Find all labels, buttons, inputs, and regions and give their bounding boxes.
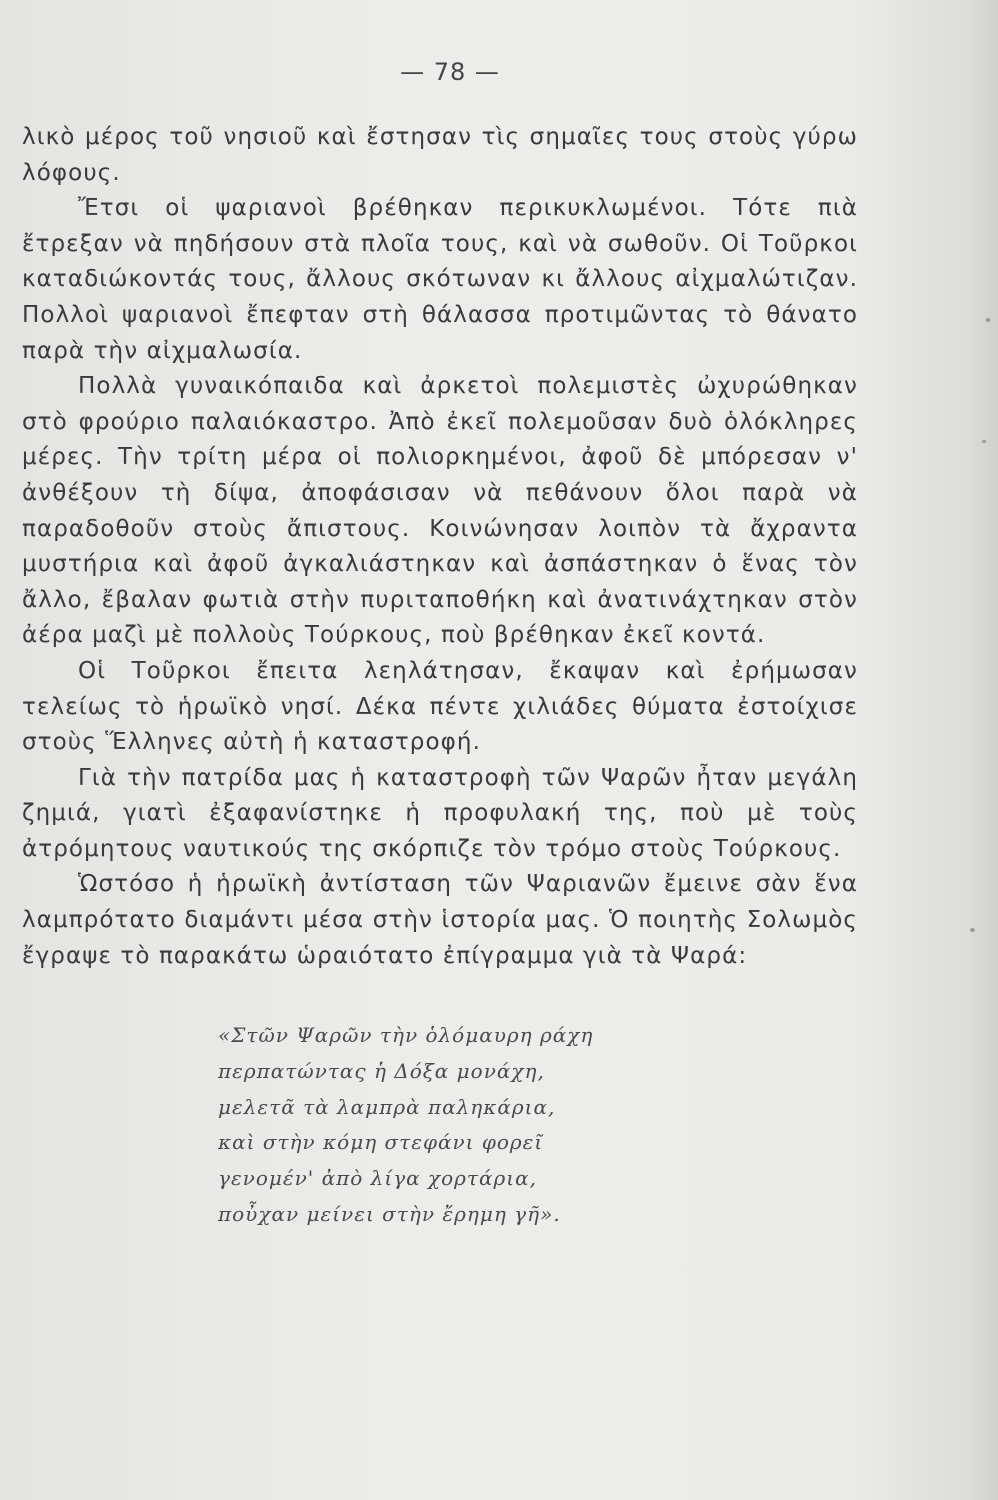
poem-line: καὶ στὴν κόμη στεφάνι φορεῖ (218, 1130, 544, 1155)
paragraph: Ἔτσι οἱ ψαριανοὶ βρέθηκαν περικυκλωμένοι. Τότε πιὰ ἔτρεξαν νὰ πηδήσουν στὰ πλοῖα τους, καὶ νὰ σωθοῦν. Οἱ Τοῦρκοι καταδιώκοντάς τους, ἄλλους σκότωναν κι ἄλλους αἰχμαλώτιζαν. Πολλοὶ ψαριανοὶ ἔπεφταν στὴ θάλασσα προτιμῶντας τὸ θάνατο παρὰ τὴν αἰχμαλωσία. (22, 195, 858, 364)
poem-line: μελετᾶ τὰ λαμπρὰ παληκάρια, (218, 1094, 556, 1119)
poem-line: ποὖχαν μείνει στὴν ἔρημη γῆ». (218, 1201, 561, 1226)
epigram-poem (218, 1018, 778, 1233)
paragraph: Γιὰ τὴν πατρίδα μας ἡ καταστροφὴ τῶν Ψαρῶν ἦταν μεγάλη ζημιά, γιατὶ ἐξαφανίστηκε ἡ προφυλακή της, ποὺ μὲ τοὺς ἀτρόμητους ναυτικούς της σκόρπιζε τὸν τρόμο στοὺς Τούρκους. (22, 764, 858, 862)
body-text (22, 120, 858, 974)
poem-line: γενομέν' ἀπὸ λίγα χορτάρια, (218, 1166, 537, 1191)
paragraph: Οἱ Τοῦρκοι ἔπειτα λεηλάτησαν, ἔκαψαν καὶ ἐρήμωσαν τελείως τὸ ἡρωϊκὸ νησί. Δέκα πέντε χιλιάδες θύματα ἐστοίχισε στοὺς Ἕλληνες αὐτὴ ἡ καταστροφή. (22, 657, 858, 756)
poem-line: «Στῶν Ψαρῶν τὴν ὁλόμαυρη ράχη (218, 1023, 594, 1047)
paper-speck (970, 928, 975, 932)
paragraph: Ὡστόσο ἡ ἡρωϊκὴ ἀντίσταση τῶν Ψαριανῶν ἔμεινε σὰν ἕνα λαμπρότατο διαμάντι μέσα στὴν ἱστορία μας. Ὁ ποιητὴς Σολωμὸς ἔγραψε τὸ παρακάτω ὡραιότατο ἐπίγραμμα γιὰ τὰ Ψαρά: (22, 871, 858, 969)
paper-speck (982, 440, 986, 443)
paragraph: Πολλὰ γυναικόπαιδα καὶ ἀρκετοὶ πολεμιστὲς ὠχυρώθηκαν στὸ φρούριο παλαιόκαστρο. Ἀπὸ ἐκεῖ πολεμοῦσαν δυὸ ὁλόκληρες μέρες. Τὴν τρίτη μέρα οἱ πολιορκημένοι, ἀφοῦ δὲ μπόρεσαν ν' ἀνθέξουν τὴ δίψα, ἀποφάσισαν νὰ πεθάνουν ὅλοι παρὰ νὰ παραδοθοῦν στοὺς ἄπιστους. Κοινώνησαν λοιπὸν τὰ ἄχραντα μυστήρια καὶ ἀφοῦ ἀγκαλιάστηκαν καὶ ἀσπάστηκαν ὁ ἕνας τὸν ἄλλο, ἔβαλαν φωτιὰ στὴν πυριταποθήκη καὶ ἀνατινάχτηκαν στὸν ἀέρα μαζὶ μὲ πολλοὺς Τούρκους, ποὺ βρέθηκαν ἐκεῖ κοντά. (22, 373, 858, 649)
paper-speck (986, 318, 990, 322)
poem-line: περπατώντας ἡ Δόξα μονάχη, (218, 1058, 545, 1083)
paragraph: λικὸ μέρος τοῦ νησιοῦ καὶ ἔστησαν τὶς σημαῖες τους στοὺς γύρω λόφους. (22, 124, 858, 186)
page-number: — 78 — (400, 58, 500, 86)
